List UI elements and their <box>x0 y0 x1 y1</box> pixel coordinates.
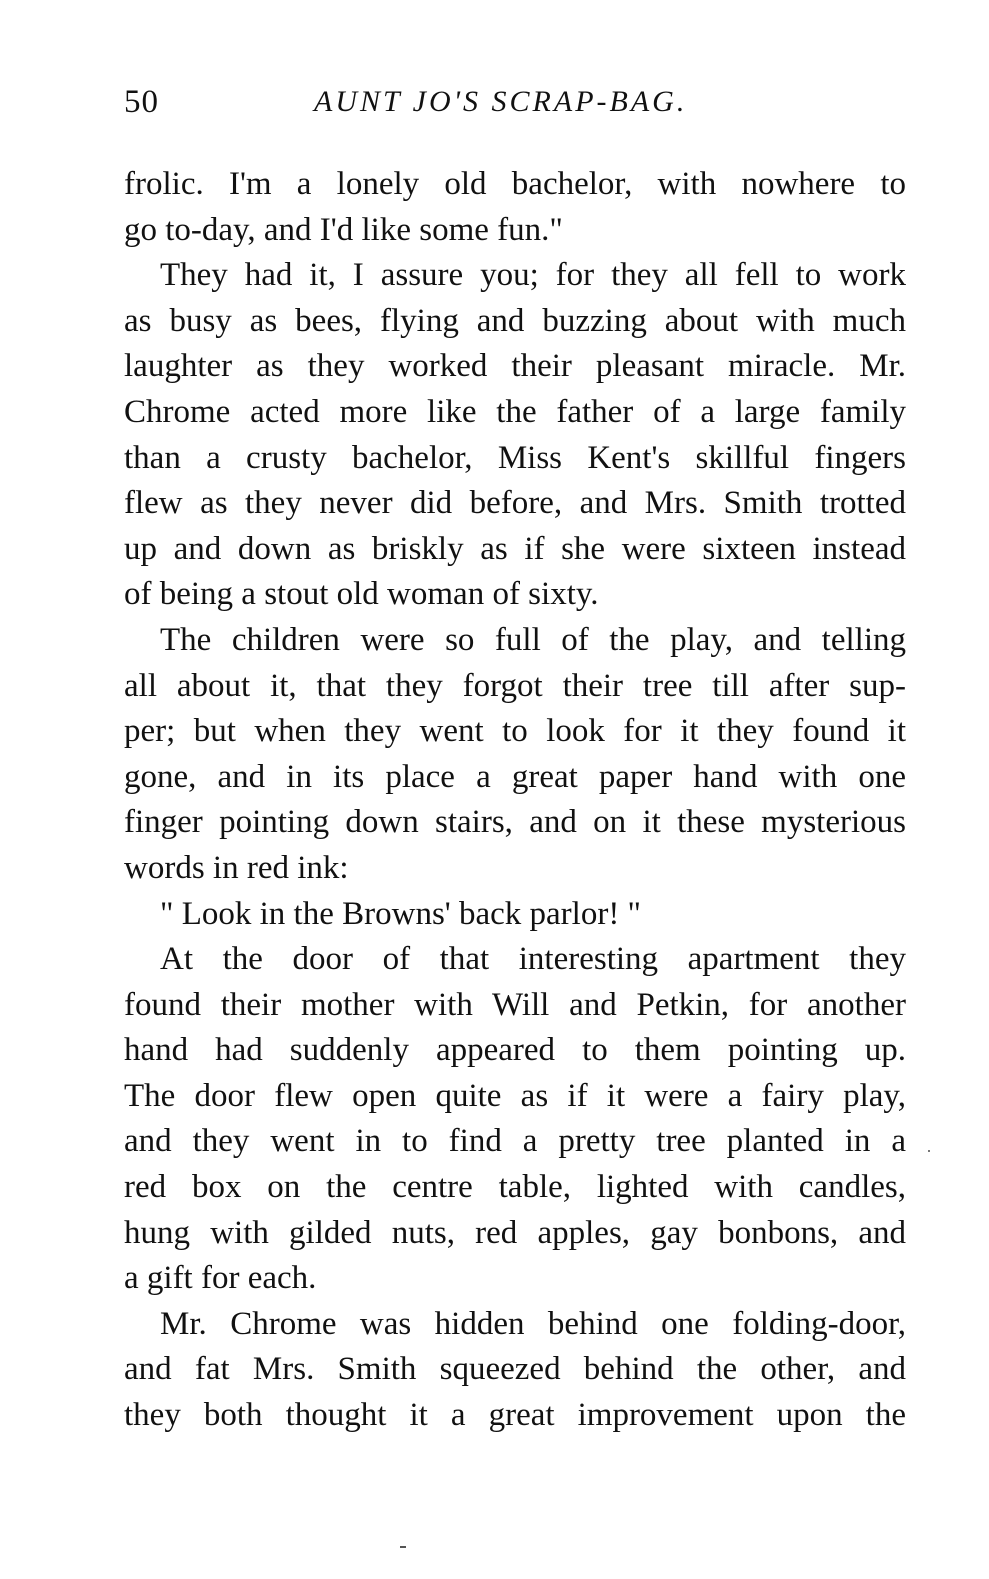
text-line: flew as they never did before, and Mrs. Smith trotted <box>124 485 906 522</box>
text-line: At the door of that interesting apartment they <box>160 941 906 978</box>
page-number: 50 <box>124 84 159 120</box>
text-line: a gift for each. <box>124 1260 317 1297</box>
body-text <box>124 162 906 1439</box>
margin-speck <box>928 1150 930 1152</box>
text-line: of being a stout old woman of sixty. <box>124 576 599 613</box>
stray-print-mark <box>400 1546 406 1548</box>
text-line: finger pointing down stairs, and on it these mysterious <box>124 804 906 841</box>
text-line: and fat Mrs. Smith squeezed behind the other, and <box>124 1351 906 1388</box>
text-line: gone, and in its place a great paper hand with one <box>124 758 906 795</box>
text-line: than a crusty bachelor, Miss Kent's skillful fingers <box>124 439 906 476</box>
running-title: AUNT JO'S SCRAP-BAG. <box>314 85 688 118</box>
text-line: and they went in to find a pretty tree planted in a <box>124 1123 906 1160</box>
text-line: The door flew open quite as if it were a fairy play, <box>124 1077 906 1114</box>
text-line: The children were so full of the play, and telling <box>160 621 906 658</box>
text-line: found their mother with Will and Petkin, for another <box>124 986 906 1023</box>
text-line: Chrome acted more like the father of a large family <box>124 393 906 430</box>
text-line: " Look in the Browns' back parlor! " <box>160 895 642 932</box>
text-line: up and down as briskly as if she were sixteen instead <box>124 530 906 567</box>
text-line: red box on the centre table, lighted with candles, <box>124 1169 906 1206</box>
text-line: they both thought it a great improvement upon the <box>124 1397 906 1434</box>
text-line: They had it, I assure you; for they all fell to work <box>160 257 906 294</box>
text-line: per; but when they went to look for it they found it <box>124 713 906 750</box>
text-line: all about it, that they forgot their tree till after sup- <box>124 667 906 704</box>
text-line: words in red ink: <box>124 849 349 886</box>
page-header <box>124 82 906 122</box>
text-line: Mr. Chrome was hidden behind one folding-door, <box>160 1305 906 1342</box>
text-line: frolic. I'm a lonely old bachelor, with nowhere to <box>124 166 906 202</box>
text-line: as busy as bees, flying and buzzing about with much <box>124 302 906 339</box>
text-line: go to-day, and I'd like some fun." <box>124 211 563 248</box>
text-line: hung with gilded nuts, red apples, gay bonbons, and <box>124 1214 906 1251</box>
text-line: hand had suddenly appeared to them pointing up. <box>124 1032 906 1069</box>
text-line: laughter as they worked their pleasant miracle. Mr. <box>124 348 906 385</box>
